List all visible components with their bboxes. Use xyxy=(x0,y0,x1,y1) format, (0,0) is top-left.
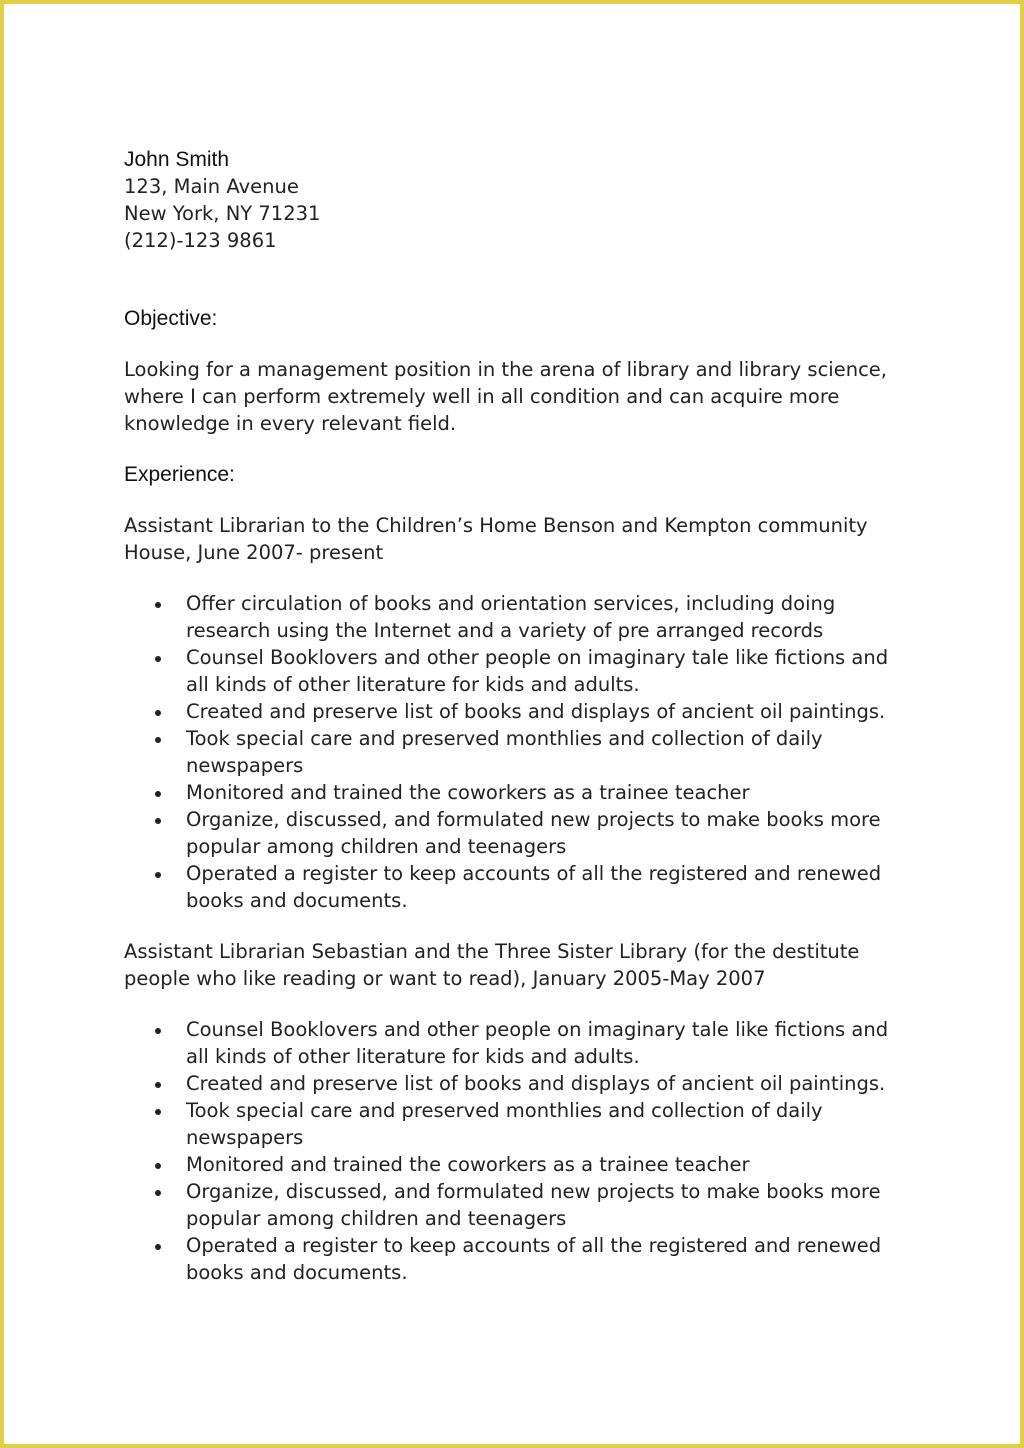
list-item xyxy=(124,1151,904,1178)
list-item-line: books and documents. xyxy=(186,1261,408,1284)
job-title-line: Assistant Librarian to the Children’s Home Benson and Kempton community xyxy=(124,514,868,537)
job-title-line: Assistant Librarian Sebastian and the Three Sister Library (for the destitute xyxy=(124,940,860,963)
list-item xyxy=(124,725,904,779)
list-item-line: Took special care and preserved monthlies and collection of daily xyxy=(186,727,823,750)
objective-line: Looking for a management position in the arena of library and library science, xyxy=(124,358,887,381)
list-item xyxy=(124,860,904,914)
bullet-icon xyxy=(155,818,161,824)
list-item-line: Counsel Booklovers and other people on imaginary tale like fictions and xyxy=(186,1018,889,1041)
bullet-icon xyxy=(155,791,161,797)
job-title xyxy=(124,938,904,992)
objective-line: knowledge in every relevant field. xyxy=(124,412,457,435)
bullet-icon xyxy=(155,1028,161,1034)
list-item-line: all kinds of other literature for kids and adults. xyxy=(186,673,640,696)
list-item-line: Created and preserve list of books and displays of ancient oil paintings. xyxy=(186,1072,886,1095)
contact-block xyxy=(124,146,904,254)
list-item-line: Counsel Booklovers and other people on imaginary tale like fictions and xyxy=(186,646,889,669)
bullet-icon xyxy=(155,1163,161,1169)
job-duties-list xyxy=(124,1016,904,1286)
list-item-line: books and documents. xyxy=(186,889,408,912)
list-item-line: newspapers xyxy=(186,1126,304,1149)
job-duties-list xyxy=(124,590,904,914)
bullet-icon xyxy=(155,1109,161,1115)
list-item xyxy=(124,1097,904,1151)
list-item-line: popular among children and teenagers xyxy=(186,1207,567,1230)
list-item-line: Organize, discussed, and formulated new projects to make books more xyxy=(186,1180,881,1203)
experience-heading: Experience: xyxy=(124,463,235,486)
bullet-icon xyxy=(155,656,161,662)
job-title-line: House, June 2007- present xyxy=(124,541,384,564)
list-item xyxy=(124,806,904,860)
list-item-line: Offer circulation of books and orientation services, including doing xyxy=(186,592,836,615)
list-item xyxy=(124,1178,904,1232)
list-item xyxy=(124,1232,904,1286)
bullet-icon xyxy=(155,1082,161,1088)
list-item-line: Created and preserve list of books and displays of ancient oil paintings. xyxy=(186,700,886,723)
job-title-line: people who like reading or want to read), January 2005-May 2007 xyxy=(124,967,766,990)
bullet-icon xyxy=(155,710,161,716)
list-item-line: Took special care and preserved monthlies and collection of daily xyxy=(186,1099,823,1122)
list-item xyxy=(124,644,904,698)
list-item-line: newspapers xyxy=(186,754,304,777)
list-item-line: Monitored and trained the coworkers as a trainee teacher xyxy=(186,1153,750,1176)
bullet-icon xyxy=(155,872,161,878)
objective-heading: Objective: xyxy=(124,307,218,330)
list-item-line: research using the Internet and a variety of pre arranged records xyxy=(186,619,824,642)
contact-phone: (212)-123 9861 xyxy=(124,229,277,252)
bullet-icon xyxy=(155,1244,161,1250)
list-item xyxy=(124,779,904,806)
list-item-line: popular among children and teenagers xyxy=(186,835,567,858)
list-item-line: Organize, discussed, and formulated new projects to make books more xyxy=(186,808,881,831)
bullet-icon xyxy=(155,737,161,743)
list-item xyxy=(124,698,904,725)
list-item xyxy=(124,1070,904,1097)
resume-document xyxy=(124,146,904,1286)
list-item-line: Operated a register to keep accounts of all the registered and renewed xyxy=(186,862,882,885)
objective-line: where I can perform extremely well in all condition and can acquire more xyxy=(124,385,840,408)
list-item xyxy=(124,590,904,644)
objective-text xyxy=(124,356,904,437)
list-item-line: Operated a register to keep accounts of all the registered and renewed xyxy=(186,1234,882,1257)
list-item-line: Monitored and trained the coworkers as a trainee teacher xyxy=(186,781,750,804)
bullet-icon xyxy=(155,602,161,608)
bullet-icon xyxy=(155,1190,161,1196)
contact-name: John Smith xyxy=(124,148,230,171)
contact-address-line2: New York, NY 71231 xyxy=(124,202,321,225)
list-item-line: all kinds of other literature for kids and adults. xyxy=(186,1045,640,1068)
job-title xyxy=(124,512,904,566)
contact-address-line1: 123, Main Avenue xyxy=(124,175,299,198)
list-item xyxy=(124,1016,904,1070)
